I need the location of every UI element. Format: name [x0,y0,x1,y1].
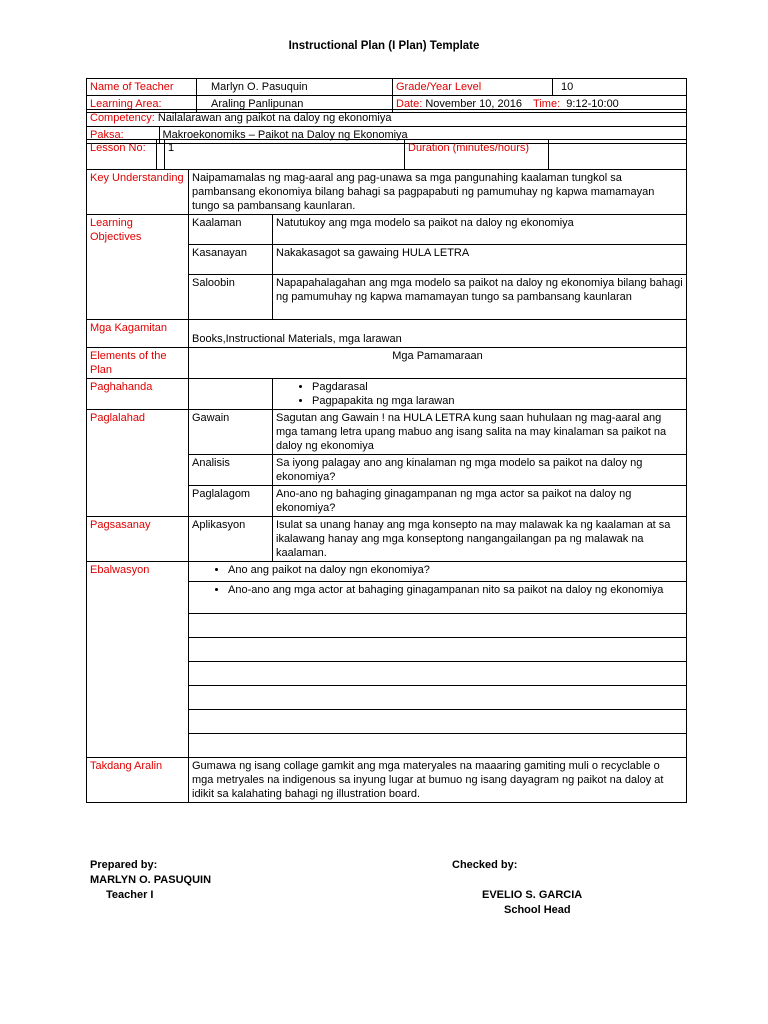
paghahanda-spacer [189,379,273,410]
methods-heading: Mga Pamamaraan [189,348,687,379]
pagsasanay-text: Isulat sa unang hanay ang mga konsepto na may malawak ka ng kaalaman at sa ikalawang hanay ang mga konseptong nangangailangan pa ng malawak na kaalaman. [273,517,687,562]
plan-body-table [86,169,687,803]
area-label: Learning Area: [87,96,197,113]
objective-text: Nakakasagot sa gawaing HULA LETRA [273,245,687,275]
ebalwasyon-list [192,583,683,597]
blank-row [189,614,687,638]
ebalwasyon-item-cell [189,562,687,582]
paglalahad-step: Paglalagom [189,486,273,517]
blank-row [189,734,687,758]
checked-block [482,888,582,918]
checked-title: School Head [504,904,571,916]
objective-text: Napapahalagahan ang mga modelo sa paikot na daloy ng ekonomiya bilang bahagi ng pamumuhay ng kapwa mamamayan tungo sa pambansang kaunlaran [273,275,687,320]
ebalwasyon-label: Ebalwasyon [87,562,189,758]
time-value: 9:12-10:00 [566,98,619,110]
lesson-label: Lesson No: [87,140,157,170]
grade-label: Grade/Year Level [393,79,553,96]
lesson-gap [157,140,165,170]
lesson-table [86,139,687,170]
objective-domain: Kaalaman [189,215,273,245]
paglalahad-step: Gawain [189,410,273,455]
list-item: • Ano ang paikot na daloy ngn ekonomiya? [228,563,683,577]
area-value: Araling Panlipunan [197,96,393,113]
materials-label: Mga Kagamitan [87,320,189,348]
key-understanding-label: Key Understanding [87,170,189,215]
takdang-text: Gumawa ng isang collage gamkit ang mga materyales na maaaring gamiting muli o recyclable o mga metryales na indigenous sa inyung lugar at bumuo ng isang dayagram ng paikot na daloy at idikit sa kalahating bahagi ng illustration board. [189,758,687,803]
paglalahad-text: Ano-ano ng bahaging ginagampanan ng mga actor sa paikot na daloy ng ekonomiya? [273,486,687,517]
checked-name: EVELIO S. GARCIA [482,889,583,901]
paglalahad-text: Sagutan ang Gawain ! na HULA LETRA kung saan huhulaan ng mag-aaral ang mga tamang letra upang mabuo ang isang salita na may kinalaman sa paikot na daloy ng ekonomiya [273,410,687,455]
key-understanding-text: Naipamamalas ng mag-aaral ang pag-unawa sa mga pangunahing kaalaman tungkol sa pambansang ekonomiya bilang bahagi sa pagpapabuti ng pamumuhay ng kapwa mamamayan tungo sa pambansang kaunlaran. [189,170,687,215]
paghahanda-label: Paghahanda [87,379,189,410]
header-table-teacher [86,78,687,113]
paglalahad-text: Sa iyong palagay ano ang kinalaman ng mga modelo sa paikot na daloy ng ekonomiya? [273,455,687,486]
blank-row [189,638,687,662]
paghahanda-list [276,380,683,408]
blank-row [189,686,687,710]
materials-text: Books,Instructional Materials, mga larawan [189,320,687,348]
pagsasanay-step: Aplikasyon [189,517,273,562]
pagsasanay-label: Pagsasanay [87,517,189,562]
lesson-value: 1 [165,140,405,170]
objectives-label: Learning Objectives [87,215,189,320]
checked-label: Checked by: [452,859,518,871]
paksa-label: Paksa: [87,127,159,143]
prepared-block [90,858,211,903]
elements-label: Elements of the Plan [87,348,189,379]
paglalahad-step: Analisis [189,455,273,486]
date-value: November 10, 2016 [425,98,522,110]
blank-row [189,710,687,734]
competency-cell [87,110,687,127]
duration-label: Duration (minutes/hours) [405,140,549,170]
competency-value: Nailalarawan ang paikot na daloy ng ekonomiya [157,112,392,124]
ebalwasyon-item-cell [189,582,687,614]
prepared-label: Prepared by: [90,859,158,871]
time-label: Time: [533,98,561,110]
paksa-value: Makroekonomiks – Paikot na Daloy ng Ekonomiya [162,129,408,141]
paglalahad-label: Paglalahad [87,410,189,517]
objective-domain: Saloobin [189,275,273,320]
objective-text: Natutukoy ang mga modelo sa paikot na daloy ng ekonomiya [273,215,687,245]
list-item: • Pagpapakita ng mga larawan [312,394,683,408]
objective-domain: Kasanayan [189,245,273,275]
teacher-value: Marlyn O. Pasuquin [197,79,393,96]
paghahanda-list-cell [273,379,687,410]
teacher-label: Name of Teacher [87,79,197,96]
list-item: • Pagdarasal [312,380,683,394]
duration-value [549,140,687,170]
takdang-label: Takdang Aralin [87,758,189,803]
grade-value: 10 [553,79,687,96]
document-title: Instructional Plan (I Plan) Template [288,40,480,52]
competency-label: Competency: [90,112,155,124]
date-label: Date: [396,98,423,110]
list-item: • Ano-ano ang mga actor at bahaging ginagampanan nito sa paikot na daloy ng ekonomiya [228,583,683,597]
ebalwasyon-list [192,563,683,577]
prepared-title: Teacher I [106,889,154,901]
blank-row [189,662,687,686]
prepared-name: MARLYN O. PASUQUIN [90,874,212,886]
